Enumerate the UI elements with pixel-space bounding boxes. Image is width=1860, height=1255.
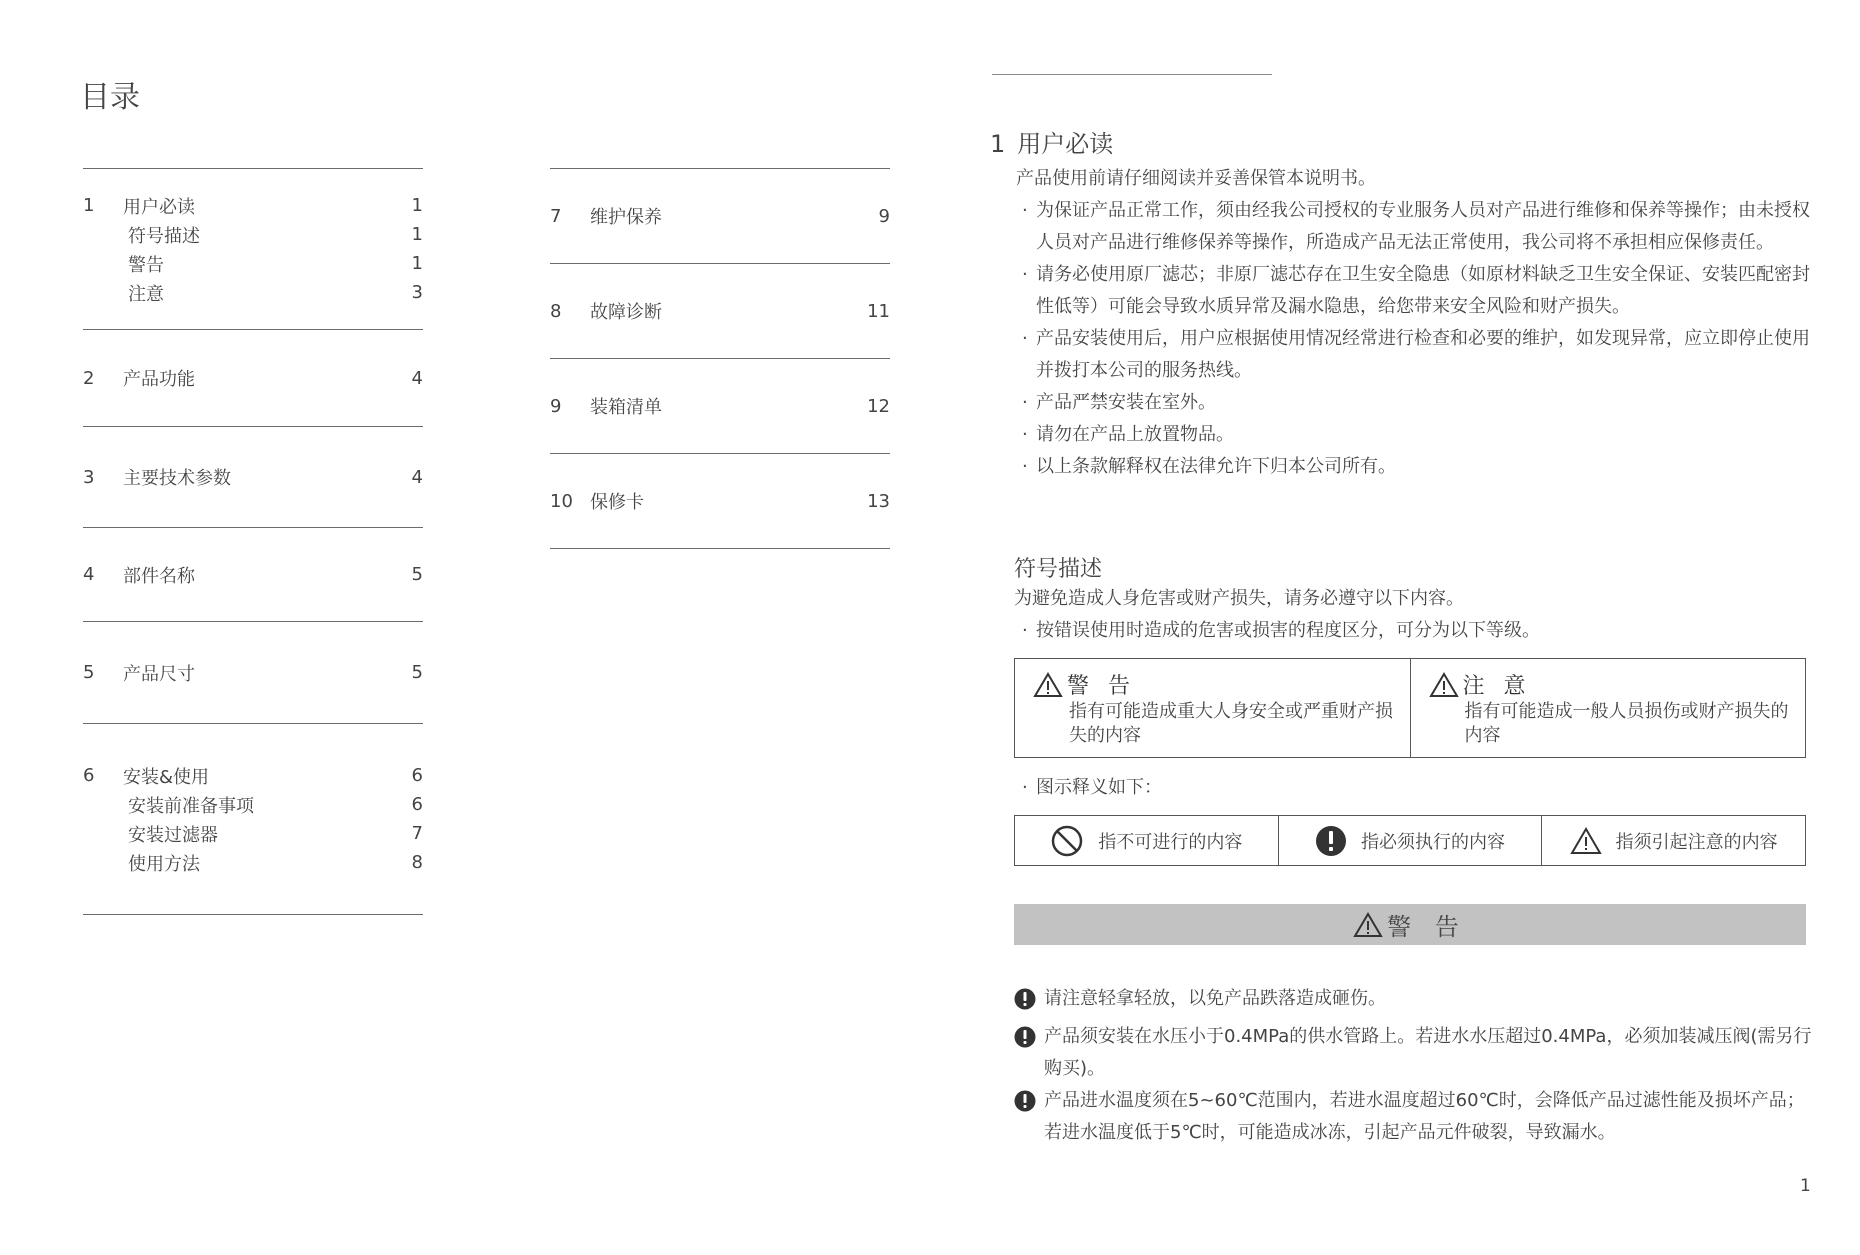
icons-bullet: · 图示释义如下： bbox=[1022, 772, 1162, 804]
page-number: 1 bbox=[1800, 1176, 1811, 1196]
toc-label: 主要技术参数 bbox=[123, 468, 231, 489]
notice-list bbox=[1022, 195, 1812, 483]
toc-number: 8 bbox=[550, 300, 562, 322]
warning-text: 请注意轻拿轻放，以免产品跌落造成砸伤。 bbox=[1044, 988, 1386, 1009]
mandatory-icon bbox=[1014, 1090, 1036, 1112]
toc-page: 11 bbox=[867, 300, 890, 322]
toc-label: 安装前准备事项 bbox=[128, 795, 254, 817]
icon-legend-prohibited bbox=[1015, 816, 1278, 865]
section-heading bbox=[990, 124, 1113, 159]
toc-title: 目录 bbox=[80, 80, 140, 115]
notice-item: · 请务必使用原厂滤芯；非原厂滤芯存在卫生安全隐患（如原材料缺乏卫生安全保证、安装匹配密封性低等）可能会导致水质异常及漏水隐患，给您带来安全风险和财产损失。 bbox=[1022, 259, 1812, 323]
toc-page: 8 bbox=[411, 852, 423, 873]
toc-number: 3 bbox=[83, 466, 95, 488]
level-warning-cell bbox=[1015, 659, 1410, 757]
warning-triangle-icon bbox=[1353, 912, 1383, 938]
icon-legend-label: 指须引起注意的内容 bbox=[1615, 831, 1778, 853]
warning-text: 产品进水温度须在5~60℃范围内，若进水温度超过60℃时，会降低产品过滤性能及损坏产品；若进水温度低于5℃时，可能造成冰冻，引起产品元件破裂，导致漏水。 bbox=[1044, 1090, 1805, 1143]
notice-item: · 产品安装使用后，用户应根据使用情况经常进行检查和必要的维护，如发现异常，应立即停止使用并拨打本公司的服务热线。 bbox=[1022, 323, 1812, 387]
toc-section bbox=[550, 169, 890, 263]
toc-entry[interactable] bbox=[83, 364, 423, 393]
level-caution-cell bbox=[1410, 659, 1806, 757]
toc-divider bbox=[83, 914, 423, 915]
toc-page: 6 bbox=[411, 765, 423, 786]
prohibited-icon bbox=[1050, 824, 1084, 858]
icon-legend-caution bbox=[1541, 816, 1805, 865]
warning-item bbox=[1014, 1085, 1814, 1149]
level-name: 警 告 bbox=[1067, 674, 1136, 699]
notice-item: · 产品严禁安装在室外。 bbox=[1022, 387, 1812, 419]
toc-page: 6 bbox=[411, 794, 423, 815]
warning-text: 产品须安装在水压小于0.4MPa的供水管路上。若进水水压超过0.4MPa，必须加装减压阀(需另行购买)。 bbox=[1044, 1026, 1812, 1079]
symbols-bullet: · 按错误使用时造成的危害或损害的程度区分，可分为以下等级。 bbox=[1022, 615, 1540, 647]
toc-section bbox=[550, 359, 890, 453]
toc-label: 维护保养 bbox=[590, 207, 662, 228]
caution-icon bbox=[1570, 827, 1602, 855]
toc-divider bbox=[550, 548, 890, 549]
mandatory-icon bbox=[1315, 825, 1347, 857]
notice-item: · 为保证产品正常工作，须由经我公司授权的专业服务人员对产品进行维修和保养等操作；由未授权人员对产品进行维修保养等操作，所造成产品无法正常使用，我公司将不承担相应保修责任。 bbox=[1022, 195, 1812, 259]
toc-label: 产品尺寸 bbox=[123, 663, 195, 685]
toc-entry[interactable] bbox=[83, 658, 423, 687]
toc-column-1 bbox=[83, 168, 423, 915]
toc-entry[interactable] bbox=[83, 463, 423, 492]
toc-entry[interactable] bbox=[83, 191, 423, 220]
toc-entry[interactable] bbox=[83, 790, 423, 819]
toc-label: 装箱清单 bbox=[590, 397, 662, 418]
toc-page: 4 bbox=[411, 466, 423, 488]
toc-page: 5 bbox=[411, 662, 423, 683]
toc-entry[interactable] bbox=[83, 819, 423, 848]
section-title: 用户必读 bbox=[1017, 130, 1114, 158]
warning-triangle-icon bbox=[1033, 672, 1063, 698]
toc-section bbox=[550, 264, 890, 358]
icon-legend-mandatory bbox=[1278, 816, 1542, 865]
toc-entry[interactable] bbox=[83, 848, 423, 877]
notice-item: · 以上条款解释权在法律允许下归本公司所有。 bbox=[1022, 451, 1812, 483]
toc-page: 1 bbox=[411, 224, 423, 245]
toc-entry[interactable] bbox=[83, 560, 423, 589]
toc-number: 7 bbox=[550, 205, 562, 227]
toc-section bbox=[550, 454, 890, 548]
toc-section bbox=[83, 528, 423, 621]
toc-number: 10 bbox=[550, 490, 573, 512]
toc-page: 1 bbox=[411, 253, 423, 274]
toc-label: 用户必读 bbox=[123, 196, 195, 218]
toc-label: 故障诊断 bbox=[590, 302, 662, 323]
warning-triangle-icon bbox=[1429, 672, 1459, 698]
mandatory-icon bbox=[1014, 1026, 1036, 1048]
symbols-heading: 符号描述 bbox=[1014, 557, 1103, 582]
toc-page: 7 bbox=[411, 823, 423, 844]
toc-page: 9 bbox=[878, 205, 890, 227]
toc-column-2 bbox=[550, 168, 890, 549]
toc-number: 5 bbox=[83, 662, 95, 683]
section-intro: 产品使用前请仔细阅读并妥善保管本说明书。 bbox=[1016, 168, 1376, 189]
toc-entry[interactable] bbox=[550, 487, 890, 516]
toc-number: 2 bbox=[83, 367, 95, 389]
toc-entry[interactable] bbox=[550, 202, 890, 231]
toc-page: 13 bbox=[867, 490, 890, 512]
toc-entry[interactable] bbox=[83, 278, 423, 307]
toc-page: 4 bbox=[411, 367, 423, 389]
toc-label: 符号描述 bbox=[128, 225, 200, 247]
toc-number: 9 bbox=[550, 395, 562, 417]
toc-page: 5 bbox=[411, 564, 423, 585]
toc-page: 12 bbox=[867, 395, 890, 417]
toc-number: 4 bbox=[83, 564, 95, 585]
warning-list bbox=[1014, 983, 1814, 1149]
level-description: 指有可能造成重大人身安全或严重财产损失的内容 bbox=[1069, 701, 1393, 746]
toc-label: 注意 bbox=[128, 283, 164, 305]
toc-section bbox=[83, 724, 423, 914]
icon-legend-table bbox=[1014, 815, 1806, 866]
warning-banner-title: 警 告 bbox=[1387, 913, 1467, 941]
toc-entry[interactable] bbox=[550, 392, 890, 421]
warning-item bbox=[1014, 1021, 1814, 1085]
warning-item bbox=[1014, 983, 1814, 1021]
toc-label: 产品功能 bbox=[123, 369, 195, 390]
toc-number: 1 bbox=[83, 195, 95, 216]
level-name: 注 意 bbox=[1462, 674, 1532, 699]
toc-number: 6 bbox=[83, 765, 95, 786]
toc-entry[interactable] bbox=[83, 249, 423, 278]
toc-label: 安装&使用 bbox=[123, 766, 210, 788]
icon-legend-label: 指不可进行的内容 bbox=[1098, 831, 1243, 853]
hazard-level-table bbox=[1014, 658, 1806, 758]
toc-page: 1 bbox=[411, 195, 423, 216]
toc-label: 警告 bbox=[128, 254, 164, 276]
toc-entry[interactable] bbox=[550, 297, 890, 326]
toc-label: 保修卡 bbox=[590, 492, 644, 513]
toc-entry[interactable] bbox=[83, 220, 423, 249]
section-number: 1 bbox=[990, 130, 1006, 158]
toc-entry[interactable] bbox=[83, 761, 423, 790]
toc-section bbox=[83, 622, 423, 723]
toc-section bbox=[83, 330, 423, 426]
icon-legend-label: 指必须执行的内容 bbox=[1361, 831, 1505, 853]
symbols-intro: 为避免造成人身危害或财产损失，请务必遵守以下内容。 bbox=[1014, 588, 1464, 609]
header-rule bbox=[992, 74, 1272, 75]
mandatory-icon bbox=[1014, 988, 1036, 1010]
toc-label: 部件名称 bbox=[123, 565, 195, 587]
level-description: 指有可能造成一般人员损伤或财产损失的内容 bbox=[1464, 701, 1789, 746]
toc-label: 安装过滤器 bbox=[128, 824, 218, 846]
toc-label: 使用方法 bbox=[128, 853, 200, 875]
toc-section bbox=[83, 169, 423, 329]
toc-section bbox=[83, 427, 423, 527]
toc-page: 3 bbox=[411, 282, 423, 303]
warning-banner bbox=[1014, 904, 1806, 945]
notice-item: · 请勿在产品上放置物品。 bbox=[1022, 419, 1812, 451]
